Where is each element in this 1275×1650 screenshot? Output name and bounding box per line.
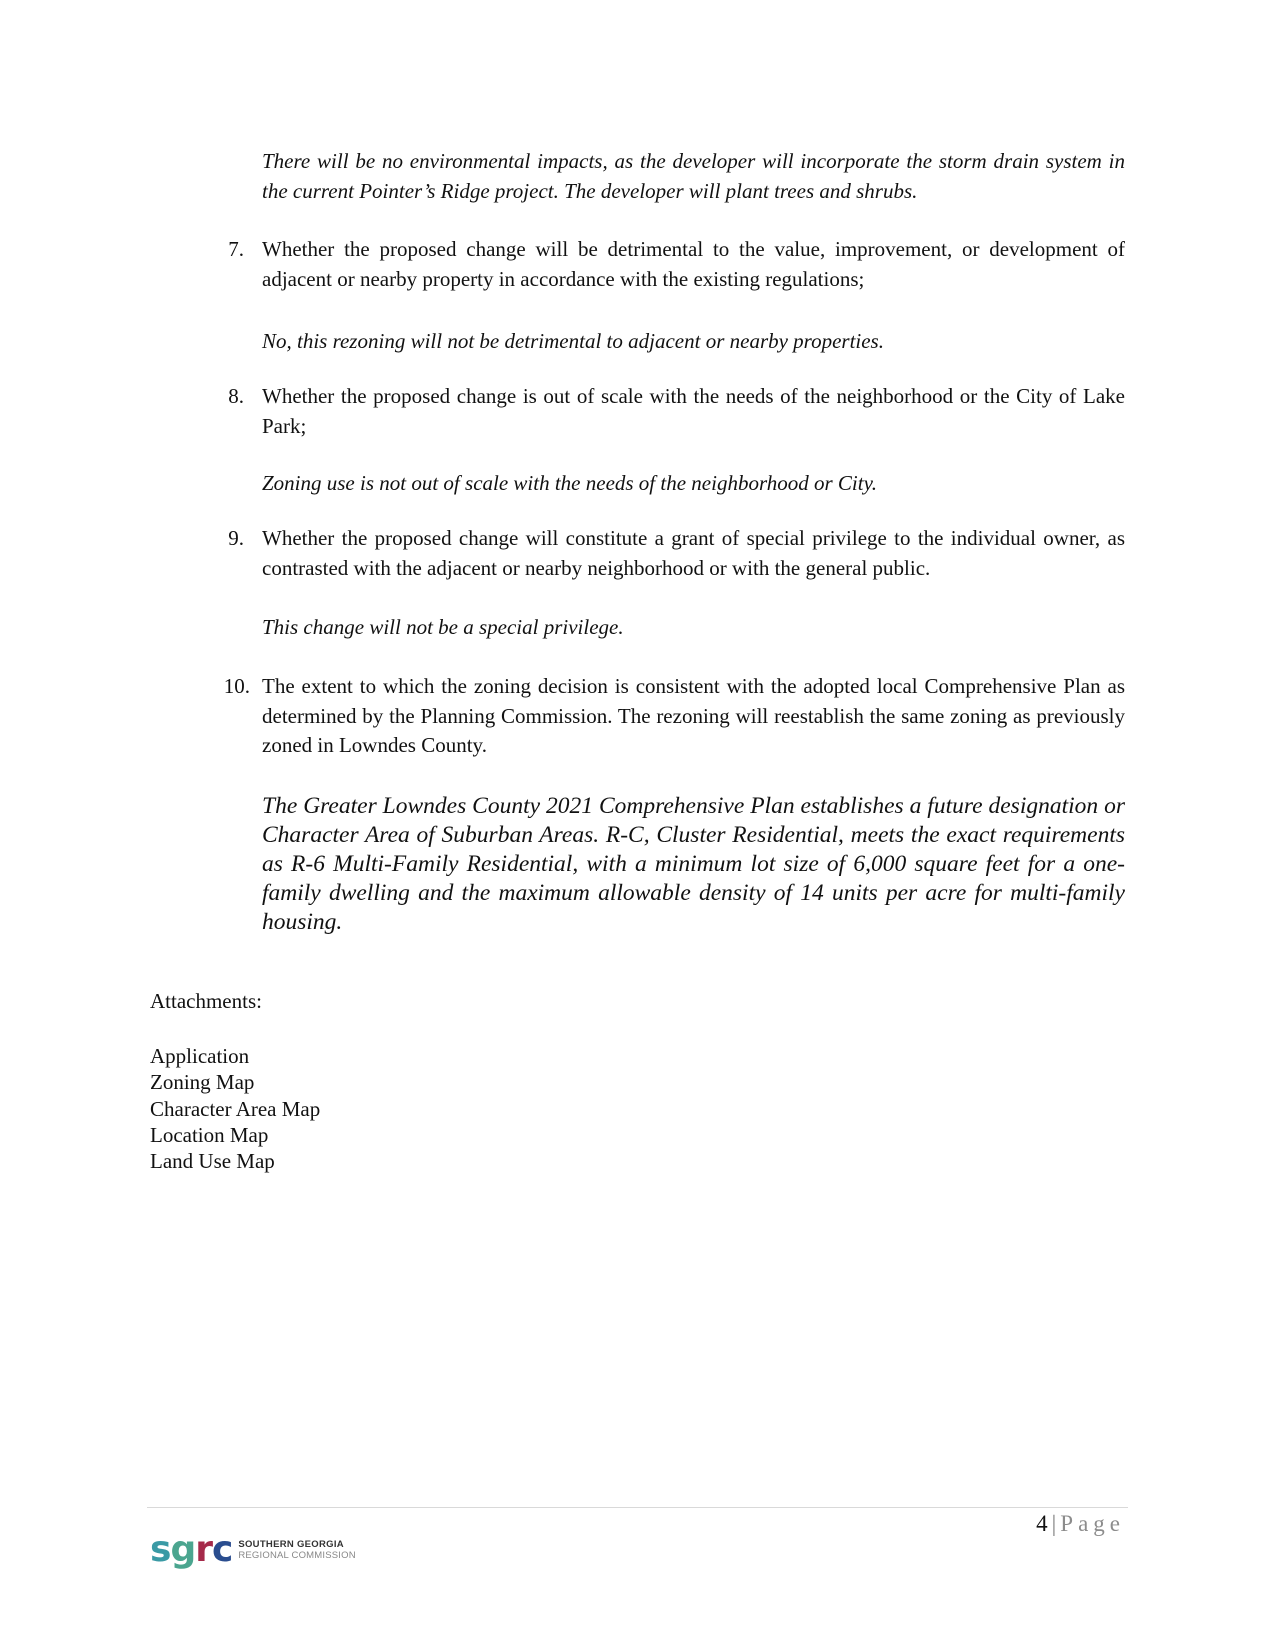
item-7-number: 7.	[228, 237, 244, 261]
item-9-question: Whether the proposed change will constitute a grant of special privilege to the individual owner, as contrasted with the adjacent or nearby neighborhood or with the general public.	[262, 526, 1125, 580]
attachments-list	[150, 1043, 320, 1174]
page-word: Page	[1060, 1511, 1125, 1536]
logo-line-1: SOUTHERN GEORGIA	[238, 1539, 344, 1550]
attachment-item: Character Area Map	[150, 1096, 321, 1121]
item-8-number: 8.	[228, 384, 244, 408]
footer-divider	[147, 1507, 1128, 1508]
sgrc-logo-mark: sgrc	[150, 1529, 233, 1570]
attachment-item: Zoning Map	[150, 1070, 255, 1095]
item-7-question: Whether the proposed change will be detrimental to the value, improvement, or development of adjacent or nearby property in accordance with the existing regulations;	[262, 237, 1125, 291]
item-9-number: 9.	[228, 526, 244, 550]
item-10-response: The Greater Lowndes County 2021 Comprehensive Plan establishes a future designation or Character Area of Suburban Areas. R-C, Cluster Residential, meets the exact requirements as R-6 Multi-Family Residential, with a minimum lot size of 6,000 square feet for a one-family dwelling and the maximum allowable density of 14 units per acre for multi-family housing.	[262, 793, 1125, 935]
sgrc-logo	[150, 1530, 356, 1570]
item-10-question: The extent to which the zoning decision is consistent with the adopted local Comprehensive Plan as determined by the Planning Commission. The rezoning will reestablish the same zoning as previously zoned in Lowndes County.	[262, 674, 1125, 757]
page-number	[1036, 1510, 1125, 1538]
item-7-response: No, this rezoning will not be detrimental to adjacent or nearby properties.	[262, 329, 884, 353]
sgrc-logo-text	[238, 1539, 355, 1561]
attachments-title: Attachments:	[150, 989, 262, 1013]
logo-line-2: REGIONAL COMMISSION	[238, 1550, 356, 1561]
attachment-item: Application	[150, 1044, 250, 1068]
item-10-number: 10.	[223, 674, 250, 698]
page-number-value: 4	[1036, 1511, 1048, 1536]
page-separator: |	[1051, 1511, 1057, 1536]
item-9-response: This change will not be a special privilege.	[262, 615, 624, 639]
item-8-response: Zoning use is not out of scale with the needs of the neighborhood or City.	[262, 471, 878, 495]
attachment-item: Location Map	[150, 1122, 269, 1147]
attachment-item: Land Use Map	[150, 1149, 275, 1174]
item-8-question: Whether the proposed change is out of scale with the needs of the neighborhood or the City of Lake Park;	[262, 384, 1125, 438]
opening-response: There will be no environmental impacts, as the developer will incorporate the storm drain system in the current Pointer’s Ridge project. The developer will plant trees and shrubs.	[262, 149, 1125, 203]
